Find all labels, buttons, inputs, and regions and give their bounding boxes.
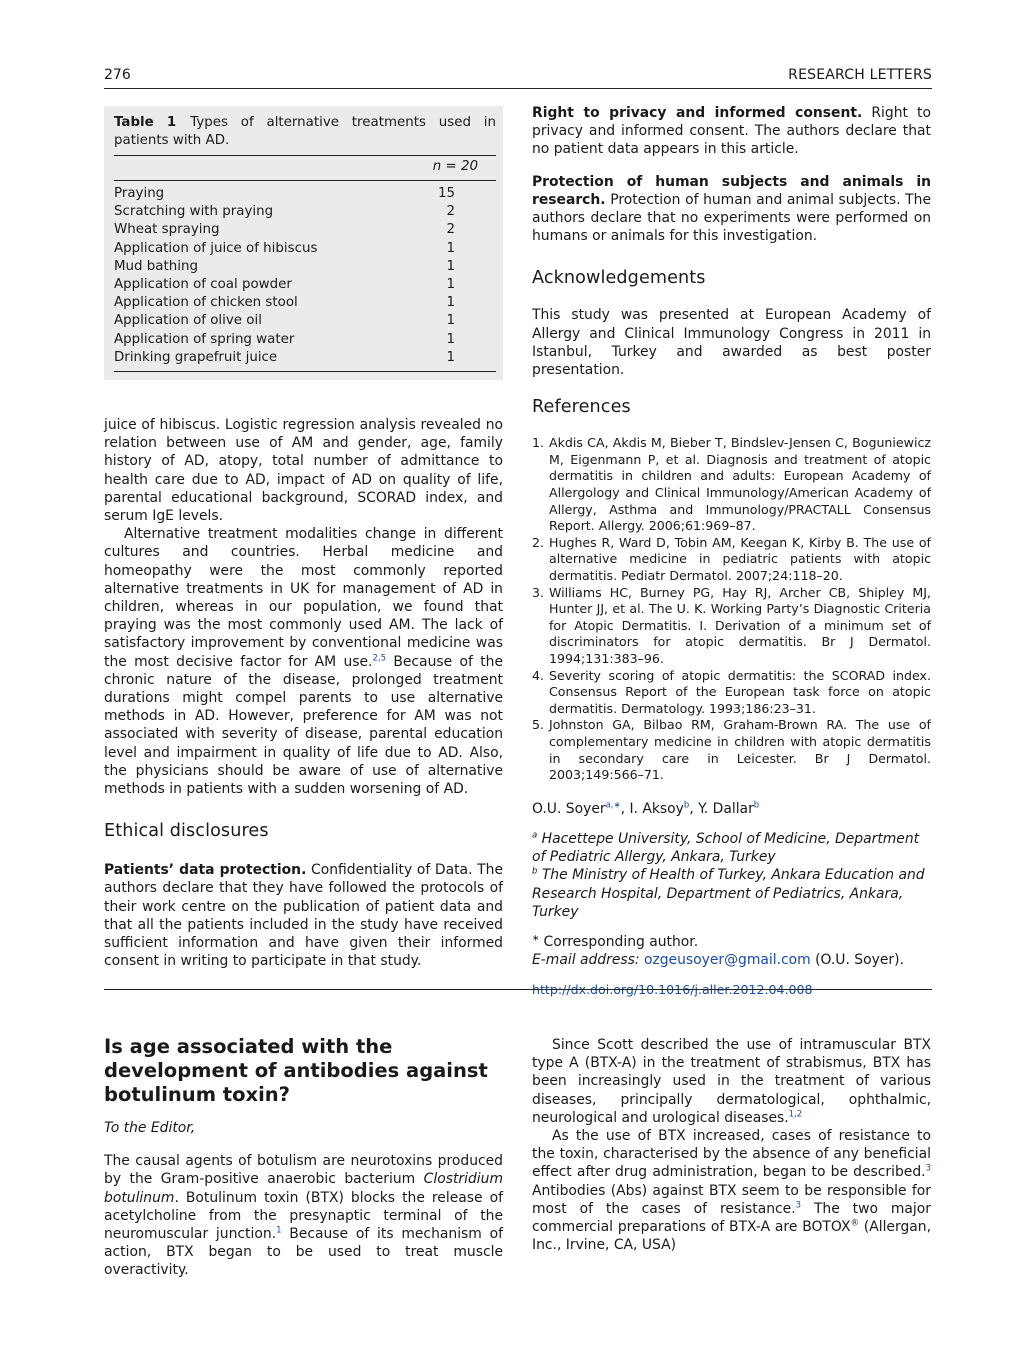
table-row: [114, 185, 496, 203]
protection-paragraph: [532, 173, 931, 246]
privacy-text: Right to privacy and informed consent. The authors declare that no patient data appears in this article.: [532, 105, 932, 158]
table-cell-count: 1: [446, 349, 455, 365]
doi-link[interactable]: http://dx.doi.org/10.1016/j.aller.2012.04.008: [532, 982, 813, 998]
table-row: [114, 276, 496, 294]
reference-text: Severity scoring of atopic dermatitis: the SCORAD index. Consensus Report of the European task force on atopic dermatitis. Dermatology. 1993;186:23–31.: [549, 667, 931, 716]
affiliation-b-text: The Ministry of Health of Turkey, Ankara Education and Research Hospital, Department of Pediatrics, Ankara, Turkey: [532, 867, 925, 920]
table-row: [114, 258, 496, 276]
table-rule-mid: [114, 180, 496, 181]
table-1: [104, 106, 503, 380]
author-2-mark[interactable]: b: [683, 800, 690, 811]
reference-text: Johnston GA, Bilbao RM, Graham-Brown RA. The use of complementary medicine in children with atopic dermatitis in secondary care in Leicester. Br J Dermatol. 2003;149:566–71.: [549, 717, 931, 783]
author-3-mark[interactable]: b: [753, 800, 760, 811]
table-cell-treatment: Mud bathing: [114, 258, 198, 274]
affiliation-b: [532, 866, 931, 921]
table-label: Table 1: [114, 115, 177, 130]
affiliation-a-text: Hacettepe University, School of Medicine, Department of Pediatric Allergy, Ankara, Turkey: [532, 830, 920, 866]
article-separator: [104, 989, 932, 990]
table-cell-count: 1: [446, 313, 455, 329]
affiliation-a-mark: a: [532, 830, 538, 841]
table-rule-top: [114, 155, 496, 156]
author-1: O.U. Soyer: [532, 800, 606, 817]
citation-1-2[interactable]: 1,2: [788, 1109, 803, 1120]
privacy-paragraph: [532, 104, 931, 159]
corresponding-author: [532, 933, 931, 951]
privacy-lead: Right to privacy and informed consent.: [532, 105, 863, 121]
table-cell-count: 2: [446, 222, 455, 238]
reference-number: 3.: [532, 584, 545, 600]
table-cell-count: 1: [446, 276, 455, 292]
references-heading: References: [532, 397, 631, 418]
reference-number: 4.: [532, 667, 545, 683]
article2-p1-text-b: . Botulinum toxin (BTX) blocks the release of acetylcholine from the presynaptic terminal of the neuromuscular junction.: [104, 1189, 503, 1243]
citation-3b[interactable]: 3: [795, 1200, 802, 1211]
table-row: [114, 240, 496, 258]
table-caption-text: Types of alternative treatments used in patients with AD.: [114, 115, 496, 148]
table-cell-treatment: Wheat spraying: [114, 222, 220, 238]
left-paragraph-2-text-a: Alternative treatment modalities change in different cultures and countries. Herbal medicine and homeopathy were the most commonly reported alternative treatments in UK for management of AD in children, whereas in our population, we found that praying was the most commonly used AM. The lack of satisfactory improvement by conventional medicine was the most decisive factor for AM use.: [104, 526, 503, 670]
corresponding-text: Corresponding author.: [539, 933, 699, 950]
article2-p1-text-a: The causal agents of botulism are neurotoxins produced by the Gram-positive anaerobic bacterium: [104, 1153, 503, 1188]
author-3: , Y. Dallar: [689, 800, 754, 817]
table-cell-count: 2: [446, 204, 455, 220]
table-cell-treatment: Praying: [114, 186, 165, 201]
registered-mark: ®: [850, 1218, 859, 1229]
table-rule-bottom: [114, 371, 496, 372]
table-cell-treatment: Application of coal powder: [114, 276, 292, 292]
table-row: [114, 312, 496, 330]
author-line: [532, 800, 931, 818]
table-cell-count: 1: [446, 240, 455, 256]
article2-p1-text-c: Because of its mechanism of action, BTX began to be used to treat muscle overactivity.: [104, 1226, 503, 1279]
email-tail: (O.U. Soyer).: [810, 952, 904, 969]
table-cell-treatment: Application of olive oil: [114, 313, 262, 329]
table-cell-treatment: Application of spring water: [114, 331, 295, 347]
author-2: , I. Aksoy: [620, 800, 684, 817]
salutation: To the Editor,: [104, 1120, 196, 1136]
article2-right-column: [532, 1036, 931, 1254]
reference-text: Hughes R, Ward D, Tobin AM, Keegan K, Kirby B. The use of alternative medicine in pediatric patients with atopic dermatitis. Pediatr Dermatol. 2007;24:118–20.: [549, 534, 931, 583]
article2-paragraph-1: [104, 1152, 503, 1279]
reference-text: Williams HC, Burney PG, Hay RJ, Archer CB, Shipley MJ, Hunter JJ, et al. The U. K. Working Party’s Diagnostic Criteria for Atopic Dermatitis. I. Derivation of a minimum set of discriminators for atopic dermatitis. Br J Dermatol. 1994;131:383–96.: [549, 584, 931, 666]
table-column-header: n = 20: [432, 159, 478, 174]
table-row: [114, 294, 496, 312]
article2-right-paragraph-1: [532, 1036, 931, 1127]
page-number: 276: [104, 67, 131, 83]
corresponding-mark: ∗: [532, 933, 540, 944]
acknowledgements-text: This study was presented at European Academy of Allergy and Clinical Immunology Congress in 2011 in Istanbul, Turkey and awarded as best poster presentation.: [532, 307, 931, 379]
table-cell-count: 1: [446, 331, 455, 347]
table-header: [114, 159, 496, 177]
left-paragraph-2-text-b: Because of the chronic nature of the disease, prolonged treatment durations might compel parents to use alternative methods in AD. However, preference for AM was not associated with severity of disease, parental education level and impairment in quality of life due to AD. Also, the physicians should be aware of use of alternative methods in patients with a sudden worsening of AD.: [104, 653, 503, 798]
references-list: [532, 435, 931, 783]
ethics-lead: Patients’ data protection.: [104, 862, 307, 879]
reference-item: [532, 535, 931, 585]
table-row: [114, 203, 496, 221]
ethics-heading: Ethical disclosures: [104, 821, 269, 842]
table-cell-treatment: Drinking grapefruit juice: [114, 349, 278, 365]
table-cell-treatment: Application of chicken stool: [114, 295, 298, 311]
email-line: [532, 951, 931, 969]
protection-lead: Protection of human subjects and animals in research.: [532, 173, 931, 208]
right-column: [532, 104, 931, 1000]
affiliation-a: [532, 830, 931, 866]
species-name: Clostridium botulinum: [104, 1171, 503, 1206]
article2-r2-text-d: (Allergan, Inc., Irvine, CA, USA): [532, 1219, 931, 1254]
reference-number: 1.: [532, 435, 545, 451]
protection-text: Protection of human and animal subjects. The authors declare that no experiments were performed on humans or animals for this investigation.: [532, 191, 931, 245]
reference-item: [532, 435, 931, 535]
article2-r1-text: Since Scott described the use of intramuscular BTX type A (BTX-A) in the treatment of strabismus, BTX has been increasingly used in the treatment of various diseases, principally dermatological, ophthalmic, neurological and urological diseases.: [532, 1037, 931, 1126]
article2-r2-text-a: As the use of BTX increased, cases of resistance to the toxin, characterised by the absence of any beneficial effect after drug administration, began to be described.: [532, 1128, 931, 1181]
reference-text: Akdis CA, Akdis M, Bieber T, Bindslev-Jensen C, Boguniewicz M, Eigenmann P, et al. Diagnosis and treatment of atopic dermatitis in children and adults: European Academy of Allergology and Clinical Immunology/American Academy of Allergy, Asthma and Immunology/PRACTALL Consensus Report. Allergy. 2006;61:969–87.: [549, 435, 931, 534]
left-column: [104, 416, 503, 970]
affiliation-b-mark: b: [532, 866, 538, 877]
table-row: [114, 331, 496, 349]
table-body: [114, 185, 496, 367]
table-cell-count: 1: [446, 258, 455, 274]
table-cell-treatment: Application of juice of hibiscus: [114, 240, 318, 256]
table-row: [114, 221, 496, 239]
article2-right-paragraph-2: [532, 1127, 931, 1254]
citation-3a[interactable]: 3: [925, 1163, 931, 1174]
article2-r2-text-c: The two major commercial preparations of BTX-A are BOTOX: [532, 1200, 932, 1236]
citation-2-5[interactable]: 2,5: [372, 653, 387, 664]
article2-title: Is age associated with the development of antibodies against botulinum toxin?: [104, 1035, 488, 1106]
table-cell-count: 1: [446, 295, 455, 311]
article2-left-column: [104, 1035, 503, 1280]
table-cell-treatment: Scratching with praying: [114, 204, 274, 220]
ethics-paragraph: [104, 861, 503, 970]
email-link[interactable]: ozgeusoyer@gmail.com: [643, 952, 811, 969]
article2-r2-text-b: Antibodies (Abs) against BTX seem to be responsible for most of the cases of resistance.: [532, 1182, 931, 1217]
ethics-text: Confidentiality of Data. The authors declare that they have followed the protocols of their work centre on the publication of patient data and that all the patients included in the study have received sufficient information and have given their informed consent in writing to participate in that study.: [104, 862, 503, 970]
left-paragraph-1: juice of hibiscus. Logistic regression analysis revealed no relation between use of AM and gender, age, family history of AD, atopy, total number of admittance to health care due to AD, impact of AD on quality of life, parental educational background, SCORAD index, and serum IgE levels.: [104, 417, 503, 525]
left-paragraph-2: [104, 525, 503, 798]
email-label: E-mail address:: [532, 952, 640, 969]
page-header: [104, 67, 932, 89]
reference-item: [532, 668, 931, 718]
table-row: [114, 349, 496, 367]
reference-number: 2.: [532, 534, 545, 550]
reference-item: [532, 585, 931, 668]
running-head: RESEARCH LETTERS: [788, 67, 932, 83]
citation-1[interactable]: 1: [276, 1225, 282, 1236]
table-caption: [114, 114, 496, 149]
reference-item: [532, 717, 931, 783]
reference-number: 5.: [532, 717, 545, 733]
acknowledgements-heading: Acknowledgements: [532, 268, 706, 289]
table-cell-count: 15: [437, 186, 455, 201]
author-1-marks[interactable]: a,∗: [605, 800, 621, 811]
